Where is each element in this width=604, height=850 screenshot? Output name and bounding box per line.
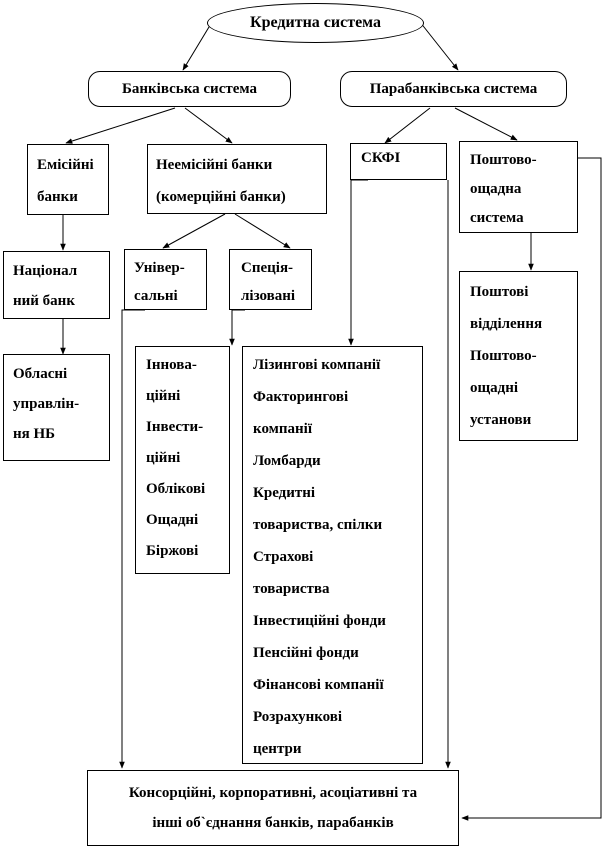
emission-line: банки xyxy=(37,189,78,205)
specialized-type: Біржові xyxy=(146,543,199,559)
postal-line: Поштово- xyxy=(470,152,537,168)
postal-system-node xyxy=(459,141,578,233)
arrow-parabank-to-skfi xyxy=(385,108,430,143)
specialized-type: Облікові xyxy=(146,481,206,497)
regional-line: управлін- xyxy=(13,396,80,412)
bank-system-node xyxy=(88,71,291,107)
arrow-bank-to-emission xyxy=(66,108,175,143)
universal-line: Універ- xyxy=(134,260,185,276)
non-emission-banks-node xyxy=(147,144,327,214)
parabank-system-label: Парабанківська система xyxy=(369,80,538,97)
emission-banks-node xyxy=(27,144,109,215)
national-line: Націонал xyxy=(13,263,78,279)
skfi-item: Лізингові компанії xyxy=(253,357,381,373)
arrow-nonemission-to-specialized xyxy=(235,214,290,248)
skfi-item: Інвестиційні фонди xyxy=(253,613,386,629)
national-line: ний банк xyxy=(13,293,75,309)
specialized-types-node xyxy=(135,346,230,574)
skfi-item: товариства, спілки xyxy=(253,517,383,533)
skfi-item: Страхові xyxy=(253,549,314,565)
postal-items-node xyxy=(459,271,578,441)
specialized-type: Іннова- xyxy=(146,357,197,373)
specialized-line: Спеція- xyxy=(241,260,294,276)
credit-system-node xyxy=(207,3,424,43)
skfi-item: Ломбарди xyxy=(253,453,321,469)
skfi-item: компанії xyxy=(253,421,312,437)
consortium-line: інші об`єднання банків, парабанків xyxy=(152,815,394,831)
postal-line: система xyxy=(470,210,524,226)
postal-item: установи xyxy=(470,412,532,428)
skfi-item: Фінансові компанії xyxy=(253,677,384,693)
non-emission-line: (комерційні банки) xyxy=(156,189,286,205)
postal-line: ощадна xyxy=(470,181,522,197)
arrow-nonemission-to-universal xyxy=(163,214,225,248)
specialized-type: ційні xyxy=(146,388,181,404)
regional-line: ня НБ xyxy=(13,426,56,442)
regional-offices-node xyxy=(3,354,110,461)
skfi-item: Кредитні xyxy=(253,485,316,501)
specialized-type: Інвести- xyxy=(146,419,204,435)
skfi-item: Пенсійні фонди xyxy=(253,645,359,661)
skfi-label: СКФІ xyxy=(361,150,401,166)
arrow-root-to-parabank xyxy=(420,22,458,70)
arrow-specialized-to-types xyxy=(232,310,245,345)
specialized-type: ційні xyxy=(146,450,181,466)
arrow-root-to-bank xyxy=(183,22,212,70)
specialized-type: Ощадні xyxy=(146,512,199,528)
specialized-line: лізовані xyxy=(241,288,296,304)
bank-system-label: Банківська система xyxy=(121,80,257,97)
skfi-items-node xyxy=(242,346,423,764)
skfi-item: центри xyxy=(253,741,302,757)
regional-line: Обласні xyxy=(13,366,68,382)
national-bank-node xyxy=(3,251,110,319)
postal-item: Поштово- xyxy=(470,348,537,364)
universal-banks-node xyxy=(124,249,207,310)
specialized-banks-node xyxy=(229,249,312,310)
universal-line: сальні xyxy=(134,288,178,304)
consortium-line: Консорційні, корпоративні, асоціативні та xyxy=(128,785,418,801)
credit-system-label: Кредитна система xyxy=(250,14,381,31)
arrow-bank-to-nonemission xyxy=(185,108,232,143)
arrow-parabank-to-postal xyxy=(455,108,517,140)
postal-item: відділення xyxy=(470,316,543,332)
consortium-node xyxy=(87,770,459,846)
non-emission-line: Неемісійні банки xyxy=(156,157,273,173)
arrow-skfi-to-items xyxy=(351,180,368,345)
skfi-node xyxy=(350,143,447,180)
skfi-item: Факторингові xyxy=(253,389,349,405)
skfi-item: Розрахункові xyxy=(253,709,343,725)
parabank-system-node xyxy=(340,71,567,107)
emission-line: Емісійні xyxy=(37,157,94,173)
postal-item: ощадні xyxy=(470,380,519,396)
postal-item: Поштові xyxy=(470,284,529,300)
skfi-item: товариства xyxy=(253,581,330,597)
